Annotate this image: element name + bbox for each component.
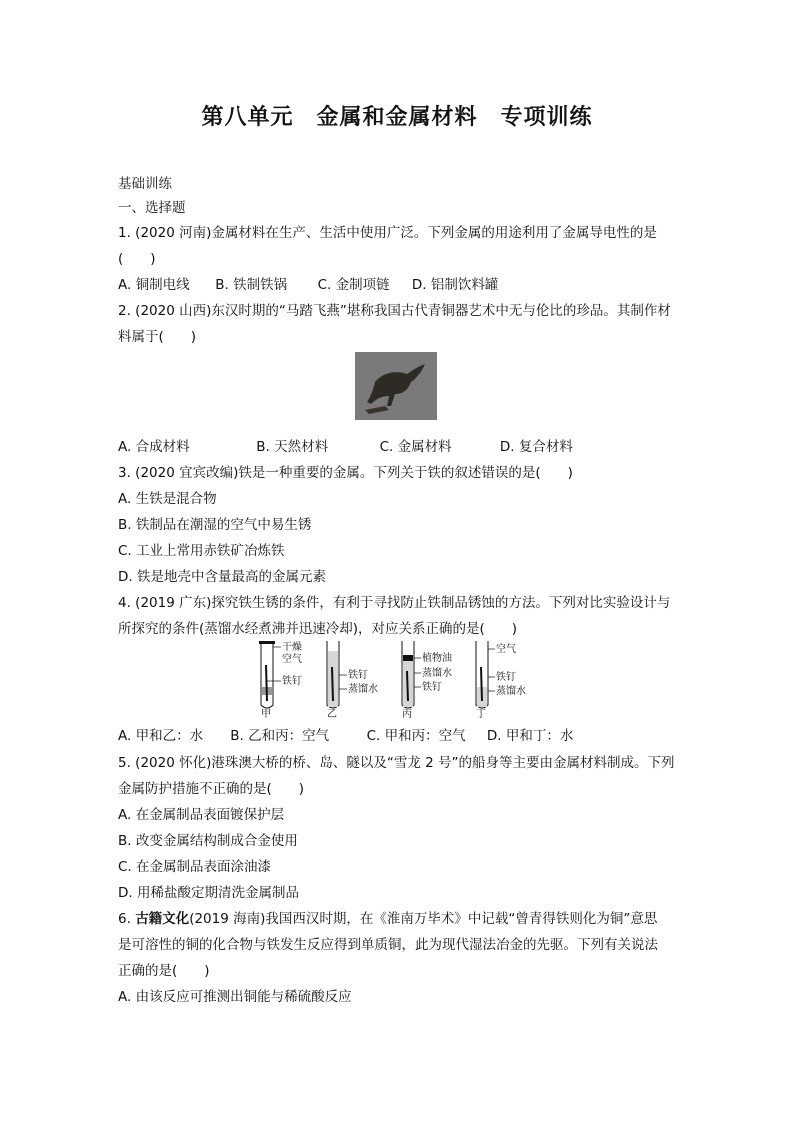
q3-stem: 3. (2020 宜宾改编)铁是一种重要的金属。下列关于铁的叙述错误的是( ) — [118, 465, 573, 481]
q1-option-b: B. 铁制铁锅 — [215, 277, 288, 293]
tube-yi-name: 乙 — [327, 709, 337, 720]
q1-option-a: A. 铜制电线 — [118, 277, 190, 293]
q5-stem-line1: 5. (2020 怀化)港珠澳大桥的桥、岛、隧以及“雪龙 2 号”的船身等主要由金属材料制成。下列 — [118, 755, 675, 771]
tube-ding-label-1: 空气 — [496, 644, 516, 655]
q2-option-d: D. 复合材料 — [499, 439, 573, 455]
q2-option-c: C. 金属材料 — [379, 439, 452, 455]
q6-stem-text: (2019 海南)我国西汉时期，在《淮南万毕术》中记载“曾青得铁则化为铜”意思 — [189, 911, 658, 927]
flying-horse-image — [355, 352, 437, 420]
q6-number: 6. — [118, 911, 131, 927]
tube-yi-label-2: 蒸馏水 — [348, 684, 378, 695]
tube-ding-name: 丁 — [476, 709, 486, 720]
q4-stem-line1: 4. (2019 广东)探究铁生锈的条件，有利于寻找防止铁制品锈蚀的方法。下列对比实验设计与 — [118, 595, 671, 611]
q4-stem-line2: 所探究的条件(蒸馏水经煮沸并迅速冷却)，对应关系正确的是( ) — [118, 621, 518, 637]
q2-stem-line1: 2. (2020 山西)东汉时期的“马踏飞燕”堪称我国古代青铜器艺术中无与伦比的珍品。其制作材 — [118, 303, 671, 319]
q4-option-a: A. 甲和乙：水 — [118, 728, 204, 744]
q4-option-c: C. 甲和丙：空气 — [366, 728, 466, 744]
q6-option-a: A. 由该反应可推测出铜能与稀硫酸反应 — [118, 989, 352, 1005]
q4-option-b: B. 乙和丙：空气 — [230, 728, 330, 744]
page-title: 第八单元 金属和金属材料 专项训练 — [201, 105, 593, 130]
tube-yi — [327, 641, 378, 720]
q3-option-c: C. 工业上常用赤铁矿冶炼铁 — [118, 543, 285, 559]
tube-bing-name: 丙 — [402, 709, 412, 720]
tube-jia — [259, 640, 302, 720]
tube-ding — [476, 641, 526, 720]
q6-stem-line1 — [118, 907, 657, 927]
q2-stem-line2: 料属于( ) — [118, 329, 197, 345]
tube-bing — [402, 641, 452, 720]
q1-stem-line1: 1. (2020 河南)金属材料在生产、生活中使用广泛。下列金属的用途利用了金属导电性的是 — [118, 225, 657, 241]
tube-bing-label-2: 蒸馏水 — [422, 668, 452, 679]
tube-jia-nail — [266, 665, 267, 701]
tube-yi-nail — [332, 667, 333, 701]
q2-option-b: B. 天然材料 — [256, 439, 329, 455]
q3-option-b: B. 铁制品在潮湿的空气中易生锈 — [118, 517, 312, 533]
tube-bing-nail — [407, 671, 408, 701]
q6-tag: 古籍文化 — [135, 911, 190, 927]
section-part: 一、选择题 — [118, 200, 186, 216]
bronze-horse-photo — [355, 352, 437, 420]
q3-option-a: A. 生铁是混合物 — [118, 491, 217, 507]
tube-jia-name: 甲 — [261, 709, 271, 720]
q4-option-d: D. 甲和丁：水 — [486, 728, 574, 744]
q6-stem-line2: 是可溶性的铜的化合物与铁发生反应得到单质铜，此为现代湿法冶金的先驱。下列有关说法 — [118, 937, 658, 953]
tube-ding-label-3: 蒸馏水 — [496, 686, 526, 697]
q1-stem-line2: ( ) — [118, 251, 156, 267]
q2-option-a: A. 合成材料 — [118, 439, 190, 455]
q3-option-d: D. 铁是地壳中含量最高的金属元素 — [118, 569, 326, 585]
tube-ding-nail — [481, 667, 482, 701]
q5-option-b: B. 改变金属结构制成合金使用 — [118, 833, 298, 849]
tube-bing-oil — [403, 655, 413, 661]
tube-jia-label-1: 干燥 — [282, 642, 302, 653]
q1-options — [118, 273, 498, 293]
tube-bing-label-3: 铁钉 — [422, 682, 442, 693]
tube-jia-label-3: 铁钉 — [282, 676, 302, 687]
q5-stem-line2: 金属防护措施不正确的是( ) — [118, 781, 305, 797]
tube-jia-label-2: 空气 — [282, 654, 302, 665]
q4-options — [118, 724, 573, 744]
tube-bing-label-1: 植物油 — [422, 653, 452, 664]
tube-ding-label-2: 铁钉 — [496, 672, 516, 683]
q6-stem-line3: 正确的是( ) — [118, 963, 210, 979]
tube-jia-stopper — [259, 641, 275, 644]
q5-option-d: D. 用稀盐酸定期清洗金属制品 — [118, 885, 299, 901]
tube-yi-label-1: 铁钉 — [348, 670, 368, 681]
q5-option-a: A. 在金属制品表面镀保护层 — [118, 807, 285, 823]
rust-experiment-figure — [255, 637, 545, 721]
q5-option-c: C. 在金属制品表面涂油漆 — [118, 859, 272, 875]
q1-option-d: D. 铝制饮料罐 — [411, 277, 499, 293]
section-name: 基础训练 — [118, 176, 172, 192]
q2-options — [118, 435, 573, 455]
q1-option-c: C. 金制项链 — [317, 277, 390, 293]
